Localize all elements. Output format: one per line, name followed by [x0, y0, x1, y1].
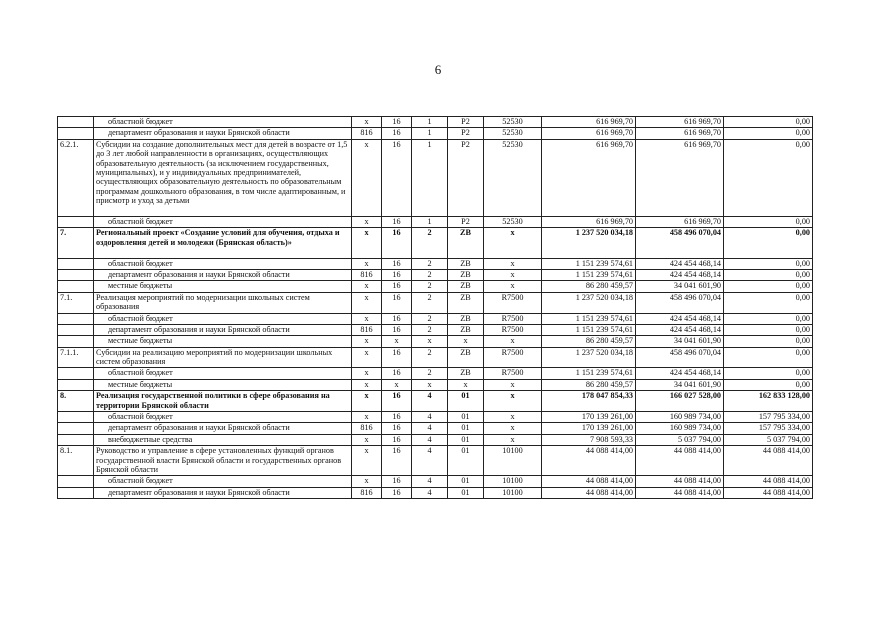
cell-number — [58, 368, 94, 379]
cell-year-3: 0,00 — [724, 336, 813, 347]
cell-number — [58, 281, 94, 292]
cell-program: 16 — [382, 391, 412, 412]
cell-year-1: 86 280 459,57 — [542, 336, 636, 347]
cell-year-3: 0,00 — [724, 117, 813, 128]
cell-subprogram: 2 — [412, 269, 448, 280]
cell-year-1: 1 237 520 034,18 — [542, 347, 636, 368]
cell-year-2: 616 969,70 — [636, 139, 724, 216]
cell-subprogram: 1 — [412, 139, 448, 216]
cell-program: 16 — [382, 446, 412, 476]
cell-subprogram: 2 — [412, 313, 448, 324]
table-row — [58, 269, 813, 280]
cell-number — [58, 476, 94, 487]
cell-program: 16 — [382, 258, 412, 269]
cell-year-1: 1 151 239 574,61 — [542, 258, 636, 269]
cell-name: местные бюджеты — [94, 281, 352, 292]
cell-number — [58, 412, 94, 423]
cell-number — [58, 128, 94, 139]
cell-subprogram: 2 — [412, 292, 448, 313]
cell-year-1: 178 047 854,33 — [542, 391, 636, 412]
cell-number: 8. — [58, 391, 94, 412]
table-row — [58, 446, 813, 476]
cell-name: Субсидии на создание дополнительных мест для детей в возрасте от 1,5 до 3 лет любой направленности в организациях, осуществляющих образовательную деятельность (за исключением государственных, муниципальных), и у индивидуальных предпринимателей, осуществляющих образовательную деятельность по образовательным программам дошкольного образования, в том числе адаптированным, и присмотр и уход за детьми — [94, 139, 352, 216]
cell-project: x — [448, 379, 484, 390]
cell-subprogram: 1 — [412, 216, 448, 227]
cell-program: 16 — [382, 269, 412, 280]
cell-subprogram: 2 — [412, 228, 448, 258]
cell-year-2: 424 454 468,14 — [636, 313, 724, 324]
cell-year-2: 616 969,70 — [636, 128, 724, 139]
cell-year-1: 1 151 239 574,61 — [542, 324, 636, 335]
cell-number — [58, 216, 94, 227]
cell-number: 7. — [58, 228, 94, 258]
cell-project: ZB — [448, 269, 484, 280]
cell-project: ZB — [448, 324, 484, 335]
cell-subprogram: 2 — [412, 347, 448, 368]
cell-program: 16 — [382, 434, 412, 445]
cell-year-3: 44 088 414,00 — [724, 487, 813, 498]
table-row — [58, 281, 813, 292]
cell-project: 01 — [448, 434, 484, 445]
cell-year-1: 86 280 459,57 — [542, 379, 636, 390]
table-row — [58, 216, 813, 227]
cell-project: P2 — [448, 128, 484, 139]
cell-program: 16 — [382, 487, 412, 498]
cell-subprogram: 4 — [412, 391, 448, 412]
cell-year-2: 616 969,70 — [636, 117, 724, 128]
cell-direction: x — [484, 336, 542, 347]
cell-year-2: 458 496 070,04 — [636, 228, 724, 258]
cell-year-3: 0,00 — [724, 281, 813, 292]
cell-direction: 52530 — [484, 139, 542, 216]
cell-year-3: 0,00 — [724, 139, 813, 216]
cell-year-2: 5 037 794,00 — [636, 434, 724, 445]
cell-year-1: 86 280 459,57 — [542, 281, 636, 292]
cell-year-1: 1 237 520 034,18 — [542, 228, 636, 258]
cell-name: департамент образования и науки Брянской области — [94, 269, 352, 280]
cell-admin-code: x — [352, 379, 382, 390]
cell-admin-code: 816 — [352, 269, 382, 280]
cell-year-2: 160 989 734,00 — [636, 423, 724, 434]
cell-year-2: 166 027 528,00 — [636, 391, 724, 412]
cell-name: областной бюджет — [94, 368, 352, 379]
table-row — [58, 292, 813, 313]
cell-direction: x — [484, 228, 542, 258]
cell-year-2: 44 088 414,00 — [636, 446, 724, 476]
cell-direction: x — [484, 423, 542, 434]
table-row — [58, 324, 813, 335]
cell-year-1: 616 969,70 — [542, 117, 636, 128]
cell-project: ZB — [448, 292, 484, 313]
table-row — [58, 117, 813, 128]
cell-year-2: 616 969,70 — [636, 216, 724, 227]
cell-name: областной бюджет — [94, 216, 352, 227]
cell-name: департамент образования и науки Брянской области — [94, 128, 352, 139]
cell-name: департамент образования и науки Брянской области — [94, 324, 352, 335]
cell-year-3: 44 088 414,00 — [724, 476, 813, 487]
cell-year-3: 44 088 414,00 — [724, 446, 813, 476]
cell-number — [58, 423, 94, 434]
cell-program: 16 — [382, 117, 412, 128]
cell-direction: 10100 — [484, 446, 542, 476]
cell-program: x — [382, 336, 412, 347]
cell-name: областной бюджет — [94, 258, 352, 269]
cell-year-3: 0,00 — [724, 228, 813, 258]
table-row — [58, 476, 813, 487]
cell-name: областной бюджет — [94, 476, 352, 487]
cell-year-1: 1 237 520 034,18 — [542, 292, 636, 313]
cell-admin-code: x — [352, 434, 382, 445]
cell-admin-code: x — [352, 347, 382, 368]
cell-year-2: 34 041 601,90 — [636, 281, 724, 292]
page-number: 6 — [434, 62, 442, 77]
cell-name: местные бюджеты — [94, 336, 352, 347]
cell-year-1: 1 151 239 574,61 — [542, 313, 636, 324]
cell-number — [58, 258, 94, 269]
cell-direction: R7500 — [484, 292, 542, 313]
cell-project: ZB — [448, 258, 484, 269]
cell-program: 16 — [382, 292, 412, 313]
cell-admin-code: x — [352, 258, 382, 269]
cell-year-3: 0,00 — [724, 347, 813, 368]
table-row — [58, 139, 813, 216]
cell-subprogram: 2 — [412, 281, 448, 292]
cell-year-3: 5 037 794,00 — [724, 434, 813, 445]
cell-admin-code: 816 — [352, 128, 382, 139]
cell-subprogram: 2 — [412, 324, 448, 335]
cell-year-3: 0,00 — [724, 324, 813, 335]
cell-project: 01 — [448, 391, 484, 412]
cell-year-1: 44 088 414,00 — [542, 487, 636, 498]
cell-number — [58, 487, 94, 498]
cell-direction: 10100 — [484, 487, 542, 498]
cell-year-2: 44 088 414,00 — [636, 476, 724, 487]
cell-name: департамент образования и науки Брянской области — [94, 487, 352, 498]
cell-year-1: 1 151 239 574,61 — [542, 368, 636, 379]
cell-name: областной бюджет — [94, 117, 352, 128]
cell-name: местные бюджеты — [94, 379, 352, 390]
table-row — [58, 391, 813, 412]
cell-project: 01 — [448, 487, 484, 498]
cell-subprogram: 4 — [412, 487, 448, 498]
cell-subprogram: 4 — [412, 423, 448, 434]
cell-subprogram: x — [412, 379, 448, 390]
cell-direction: 52530 — [484, 216, 542, 227]
cell-admin-code: x — [352, 368, 382, 379]
cell-admin-code: x — [352, 228, 382, 258]
table-row — [58, 313, 813, 324]
cell-direction: x — [484, 281, 542, 292]
table-row — [58, 258, 813, 269]
cell-year-1: 44 088 414,00 — [542, 446, 636, 476]
cell-program: 16 — [382, 313, 412, 324]
cell-number: 6.2.1. — [58, 139, 94, 216]
cell-subprogram: 2 — [412, 258, 448, 269]
cell-project: ZB — [448, 281, 484, 292]
cell-subprogram: 4 — [412, 434, 448, 445]
cell-project: x — [448, 336, 484, 347]
cell-direction: R7500 — [484, 324, 542, 335]
cell-subprogram: 2 — [412, 368, 448, 379]
cell-admin-code: x — [352, 336, 382, 347]
cell-program: 16 — [382, 228, 412, 258]
cell-number — [58, 313, 94, 324]
cell-year-2: 34 041 601,90 — [636, 379, 724, 390]
cell-name: внебюджетные средства — [94, 434, 352, 445]
cell-direction: x — [484, 269, 542, 280]
cell-direction: 52530 — [484, 128, 542, 139]
cell-number — [58, 336, 94, 347]
cell-project: ZB — [448, 368, 484, 379]
cell-year-1: 1 151 239 574,61 — [542, 269, 636, 280]
cell-year-1: 616 969,70 — [542, 139, 636, 216]
cell-subprogram: x — [412, 336, 448, 347]
cell-year-2: 160 989 734,00 — [636, 412, 724, 423]
cell-project: ZB — [448, 347, 484, 368]
cell-year-3: 0,00 — [724, 379, 813, 390]
table-row — [58, 128, 813, 139]
cell-admin-code: x — [352, 117, 382, 128]
cell-admin-code: x — [352, 391, 382, 412]
cell-admin-code: x — [352, 412, 382, 423]
cell-subprogram: 4 — [412, 476, 448, 487]
cell-year-2: 424 454 468,14 — [636, 368, 724, 379]
cell-admin-code: x — [352, 292, 382, 313]
cell-project: P2 — [448, 216, 484, 227]
cell-year-2: 44 088 414,00 — [636, 487, 724, 498]
cell-project: 01 — [448, 476, 484, 487]
cell-direction: 10100 — [484, 476, 542, 487]
cell-project: P2 — [448, 139, 484, 216]
cell-program: 16 — [382, 324, 412, 335]
table-row — [58, 412, 813, 423]
cell-number: 7.1.1. — [58, 347, 94, 368]
cell-year-1: 170 139 261,00 — [542, 412, 636, 423]
cell-project: 01 — [448, 446, 484, 476]
cell-year-3: 0,00 — [724, 258, 813, 269]
cell-project: 01 — [448, 423, 484, 434]
cell-year-3: 0,00 — [724, 269, 813, 280]
cell-year-1: 7 908 593,33 — [542, 434, 636, 445]
cell-program: 16 — [382, 368, 412, 379]
cell-year-3: 0,00 — [724, 313, 813, 324]
cell-direction: R7500 — [484, 347, 542, 368]
cell-year-1: 616 969,70 — [542, 216, 636, 227]
cell-admin-code: x — [352, 216, 382, 227]
cell-program: 16 — [382, 423, 412, 434]
cell-subprogram: 1 — [412, 117, 448, 128]
cell-program: 16 — [382, 139, 412, 216]
cell-program: 16 — [382, 412, 412, 423]
cell-number — [58, 117, 94, 128]
table-row — [58, 434, 813, 445]
cell-direction: x — [484, 434, 542, 445]
cell-year-1: 616 969,70 — [542, 128, 636, 139]
cell-direction: x — [484, 391, 542, 412]
cell-year-3: 0,00 — [724, 128, 813, 139]
cell-subprogram: 4 — [412, 412, 448, 423]
cell-year-3: 0,00 — [724, 292, 813, 313]
table-row — [58, 228, 813, 258]
cell-subprogram: 4 — [412, 446, 448, 476]
cell-project: ZB — [448, 313, 484, 324]
cell-admin-code: 816 — [352, 487, 382, 498]
table-row — [58, 336, 813, 347]
cell-program: 16 — [382, 128, 412, 139]
cell-program: x — [382, 379, 412, 390]
cell-project: 01 — [448, 412, 484, 423]
table-row — [58, 347, 813, 368]
cell-subprogram: 1 — [412, 128, 448, 139]
cell-year-3: 157 795 334,00 — [724, 412, 813, 423]
cell-direction: x — [484, 379, 542, 390]
cell-year-2: 458 496 070,04 — [636, 347, 724, 368]
cell-direction: R7500 — [484, 368, 542, 379]
cell-year-2: 34 041 601,90 — [636, 336, 724, 347]
cell-direction: x — [484, 412, 542, 423]
cell-admin-code: x — [352, 476, 382, 487]
table-body — [58, 117, 813, 499]
cell-name: Реализация мероприятий по модернизации школьных систем образования — [94, 292, 352, 313]
cell-year-2: 424 454 468,14 — [636, 258, 724, 269]
table-row — [58, 487, 813, 498]
cell-year-2: 458 496 070,04 — [636, 292, 724, 313]
table-row — [58, 379, 813, 390]
cell-program: 16 — [382, 216, 412, 227]
cell-name: Реализация государственной политики в сфере образования на территории Брянской области — [94, 391, 352, 412]
cell-number — [58, 324, 94, 335]
cell-name: областной бюджет — [94, 313, 352, 324]
cell-program: 16 — [382, 281, 412, 292]
cell-year-3: 162 833 128,00 — [724, 391, 813, 412]
table-row — [58, 423, 813, 434]
cell-number: 7.1. — [58, 292, 94, 313]
cell-year-1: 44 088 414,00 — [542, 476, 636, 487]
cell-year-3: 0,00 — [724, 216, 813, 227]
cell-number — [58, 379, 94, 390]
cell-admin-code: x — [352, 281, 382, 292]
cell-year-2: 424 454 468,14 — [636, 269, 724, 280]
cell-admin-code: x — [352, 313, 382, 324]
cell-program: 16 — [382, 476, 412, 487]
cell-name: департамент образования и науки Брянской области — [94, 423, 352, 434]
cell-project: P2 — [448, 117, 484, 128]
cell-number — [58, 434, 94, 445]
cell-year-3: 157 795 334,00 — [724, 423, 813, 434]
cell-number — [58, 269, 94, 280]
cell-direction: x — [484, 258, 542, 269]
cell-name: Региональный проект «Создание условий для обучения, отдыха и оздоровления детей и молодежи (Брянская область)» — [94, 228, 352, 258]
cell-name: Субсидии на реализацию мероприятий по модернизации школьных систем образования — [94, 347, 352, 368]
cell-admin-code: 816 — [352, 324, 382, 335]
cell-year-1: 170 139 261,00 — [542, 423, 636, 434]
budget-table — [57, 116, 813, 499]
cell-admin-code: x — [352, 446, 382, 476]
cell-direction: R7500 — [484, 313, 542, 324]
cell-name: Руководство и управление в сфере установленных функций органов государственной власти Брянской области и государственных органов Брянской области — [94, 446, 352, 476]
cell-program: 16 — [382, 347, 412, 368]
cell-name: областной бюджет — [94, 412, 352, 423]
cell-number: 8.1. — [58, 446, 94, 476]
cell-admin-code: x — [352, 139, 382, 216]
cell-admin-code: 816 — [352, 423, 382, 434]
cell-year-3: 0,00 — [724, 368, 813, 379]
cell-year-2: 424 454 468,14 — [636, 324, 724, 335]
cell-direction: 52530 — [484, 117, 542, 128]
cell-project: ZB — [448, 228, 484, 258]
table-row — [58, 368, 813, 379]
